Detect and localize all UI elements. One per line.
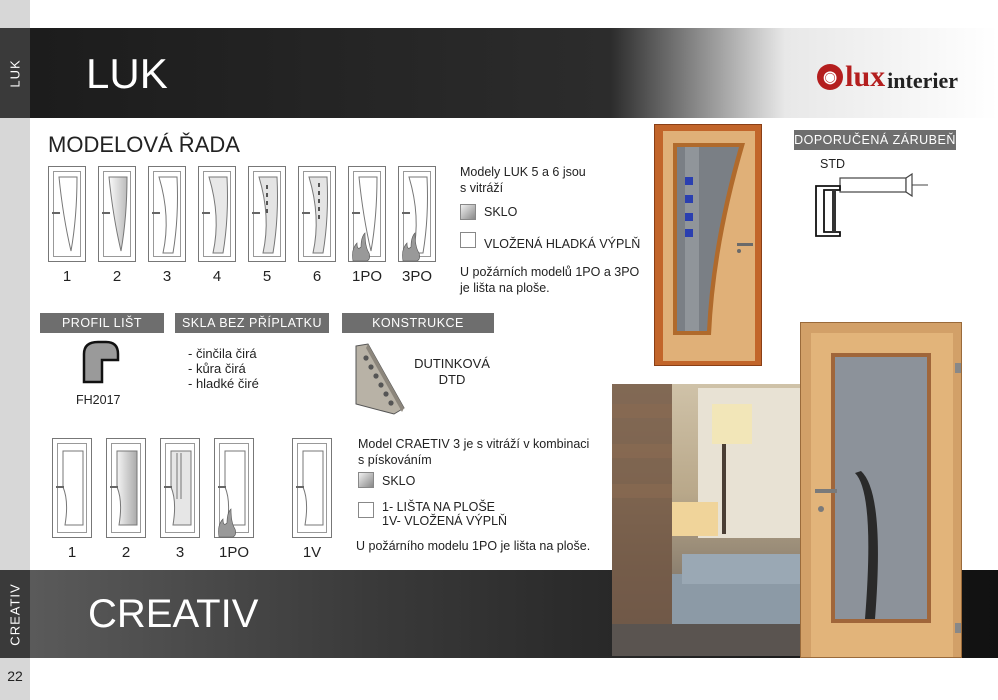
door-shape-icon: [149, 167, 187, 263]
door-thumbnail: [348, 166, 386, 262]
legend-fill-label: VLOŽENÁ HLADKÁ VÝPLŇ: [484, 237, 641, 251]
door-photo-luk: [654, 124, 762, 366]
door-shape-icon: [199, 167, 237, 263]
door-illustration: [655, 125, 762, 366]
door-model: [160, 438, 200, 561]
door-thumbnail: [106, 438, 146, 538]
door-model: [148, 166, 186, 285]
door-shape-icon: [99, 167, 137, 263]
interior-scene: [612, 384, 818, 656]
series-title: MODELOVÁ ŘADA: [48, 132, 240, 157]
door-thumbnail: [248, 166, 286, 262]
luk-door-row: [48, 166, 436, 285]
door-label: 1PO: [218, 544, 249, 561]
interior-photo: [612, 384, 818, 656]
creativ-door-row: [52, 438, 332, 561]
door-label: 6: [312, 268, 322, 285]
page-number: 22: [7, 668, 23, 684]
door-label: 3PO: [401, 268, 432, 285]
fill-swatch: [358, 502, 374, 518]
door-shape-icon: [349, 167, 387, 263]
door-model: [398, 166, 436, 285]
side-tab-luk-label: LUK: [7, 58, 23, 88]
door-thumbnail: [198, 166, 236, 262]
side-tab-creativ-label: CREATIV: [7, 582, 23, 646]
creativ-vitraz-note: Model CRAETIV 3 je s vitráží v kombinaci s pískováním: [358, 437, 590, 467]
door-shape-icon: [215, 439, 255, 539]
construction-section-icon: [354, 342, 406, 418]
door-shape-icon: [107, 439, 147, 539]
door-label: 1: [62, 268, 72, 285]
construction-label: KONSTRUKCE: [342, 313, 494, 333]
frame-label: DOPORUČENÁ ZÁRUBEŇ: [794, 130, 956, 150]
glass-item: - kůra čirá: [188, 361, 246, 376]
door-model: [248, 166, 286, 285]
door-thumbnail: [52, 438, 92, 538]
door-label: 3: [175, 544, 185, 561]
door-thumbnail: [48, 166, 86, 262]
frame-type: STD: [820, 157, 845, 171]
luk-vitraz-note: Modely LUK 5 a 6 jsou s vitráží: [460, 165, 586, 195]
door-model: [52, 438, 92, 561]
logo-lux-text: lux: [845, 60, 886, 93]
creativ-legend-fill-1: 1- LIŠTA NA PLOŠE: [382, 500, 496, 514]
door-shape-icon: [53, 439, 93, 539]
header-band: [30, 28, 998, 118]
creativ-fire-note: U požárního modelu 1PO je lišta na ploše.: [356, 539, 591, 553]
door-label: 4: [212, 268, 222, 285]
glass-options-label: SKLA BEZ PŘÍPLATKU: [175, 313, 329, 333]
door-shape-icon: [299, 167, 337, 263]
legend-glass-label: SKLO: [484, 205, 518, 219]
door-model: [292, 438, 332, 561]
profile-label: PROFIL LIŠT: [40, 313, 164, 333]
door-model: [348, 166, 386, 285]
glass-swatch: [358, 472, 374, 488]
glass-item: - činčila čirá: [188, 346, 257, 361]
creativ-title: CREATIV: [88, 592, 259, 636]
logo-mark-icon: ◉: [817, 64, 843, 90]
glass-swatch: [460, 204, 476, 220]
frame-profile-icon: [796, 170, 936, 240]
logo-interier-text: interier: [887, 68, 958, 93]
door-label: 2: [112, 268, 122, 285]
door-thumbnail: [398, 166, 436, 262]
fill-swatch: [460, 232, 476, 248]
door-illustration: [801, 323, 962, 658]
door-thumbnail: [148, 166, 186, 262]
side-tab-luk: [0, 28, 30, 118]
door-shape-icon: [293, 439, 333, 539]
door-shape-icon: [49, 167, 87, 263]
page-title: LUK: [86, 50, 168, 97]
door-model: [106, 438, 146, 561]
door-model: [198, 166, 236, 285]
construction-line-2: DTD: [438, 372, 466, 387]
door-thumbnail: [160, 438, 200, 538]
door-thumbnail: [292, 438, 332, 538]
door-shape-icon: [161, 439, 201, 539]
door-model: [98, 166, 136, 285]
door-shape-icon: [249, 167, 287, 263]
door-label: 1V: [302, 544, 322, 561]
profile-shape-icon: [80, 338, 124, 384]
door-model: [48, 166, 86, 285]
door-label: 1PO: [351, 268, 382, 285]
brand-logo: [817, 62, 958, 92]
creativ-legend-fill-2: 1V- VLOŽENÁ VÝPLŇ: [382, 514, 508, 528]
door-label: 3: [162, 268, 172, 285]
door-shape-icon: [399, 167, 437, 263]
door-model: [214, 438, 254, 561]
door-label: 5: [262, 268, 272, 285]
door-label: 2: [121, 544, 131, 561]
door-photo-creativ: [800, 322, 962, 658]
door-label: 1: [67, 544, 77, 561]
side-tab-creativ: [0, 570, 30, 658]
door-thumbnail: [214, 438, 254, 538]
construction-line-1: DUTINKOVÁ: [414, 356, 490, 371]
door-thumbnail: [298, 166, 336, 262]
door-thumbnail: [98, 166, 136, 262]
luk-fire-note: U požárních modelů 1PO a 3PO je lišta na ploše.: [460, 265, 640, 295]
creativ-legend-glass: SKLO: [382, 474, 416, 488]
door-model: [298, 166, 336, 285]
glass-item: - hladké čiré: [188, 376, 259, 391]
profile-name: FH2017: [76, 393, 121, 407]
